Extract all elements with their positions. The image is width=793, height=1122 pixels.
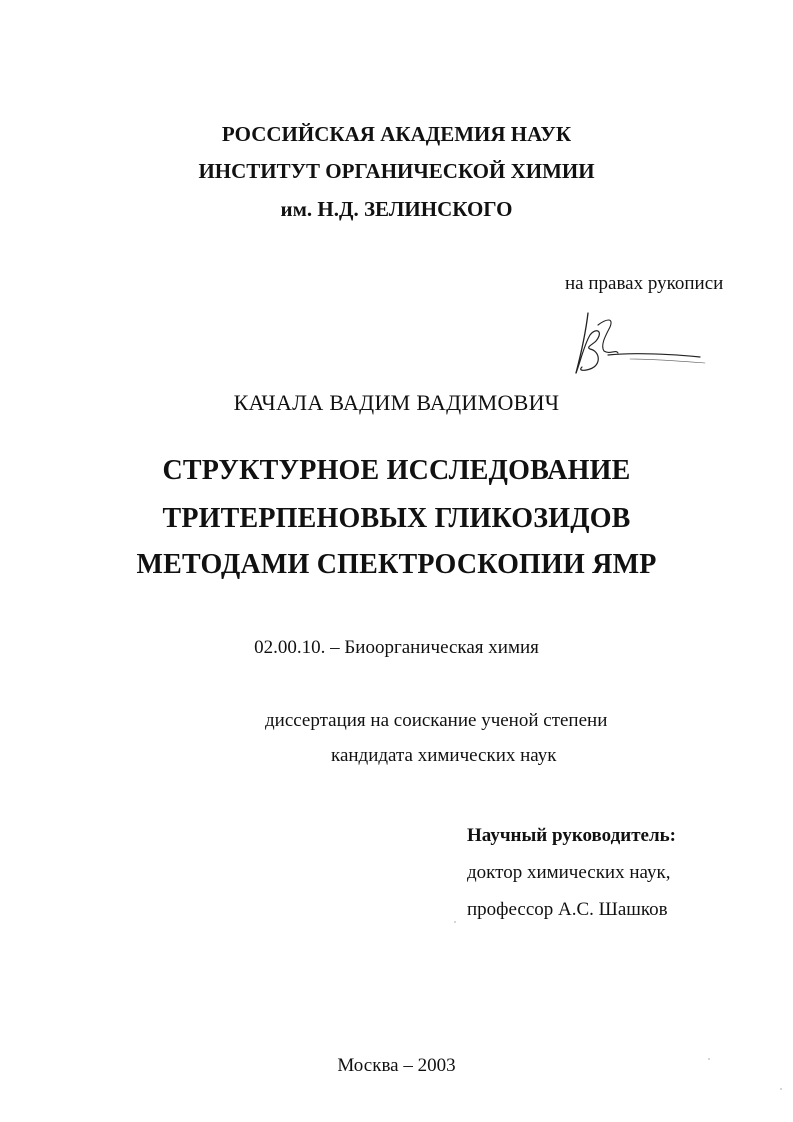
degree-line-2: кандидата химических наук	[331, 745, 557, 766]
degree-line-1: диссертация на соискание ученой степени	[265, 710, 608, 731]
scan-speck	[780, 1088, 782, 1090]
institution-line-1: РОССИЙСКАЯ АКАДЕМИЯ НАУК	[221, 122, 572, 146]
scan-speck	[454, 921, 456, 923]
scan-speck	[708, 1058, 710, 1060]
manuscript-note: на правах рукописи	[565, 273, 724, 294]
author-name: КАЧАЛА ВАДИМ ВАДИМОВИЧ	[233, 390, 560, 415]
supervisor-name: профессор А.С. Шашков	[467, 899, 668, 920]
institution-line-2: ИНСТИТУТ ОРГАНИЧЕСКОЙ ХИМИИ	[198, 159, 595, 183]
city-year: Москва – 2003	[337, 1055, 456, 1076]
supervisor-degree: доктор химических наук,	[467, 862, 671, 883]
supervisor-heading: Научный руководитель:	[467, 825, 676, 846]
specialty-code: 02.00.10. – Биоорганическая химия	[254, 637, 539, 658]
title-line-2: ТРИТЕРПЕНОВЫХ ГЛИКОЗИДОВ	[162, 503, 631, 534]
title-line-1: СТРУКТУРНОЕ ИССЛЕДОВАНИЕ	[162, 455, 631, 486]
title-line-3: МЕТОДАМИ СПЕКТРОСКОПИИ ЯМР	[136, 549, 657, 580]
institution-line-3: им. Н.Д. ЗЕЛИНСКОГО	[280, 197, 513, 221]
handwritten-signature	[560, 305, 710, 385]
